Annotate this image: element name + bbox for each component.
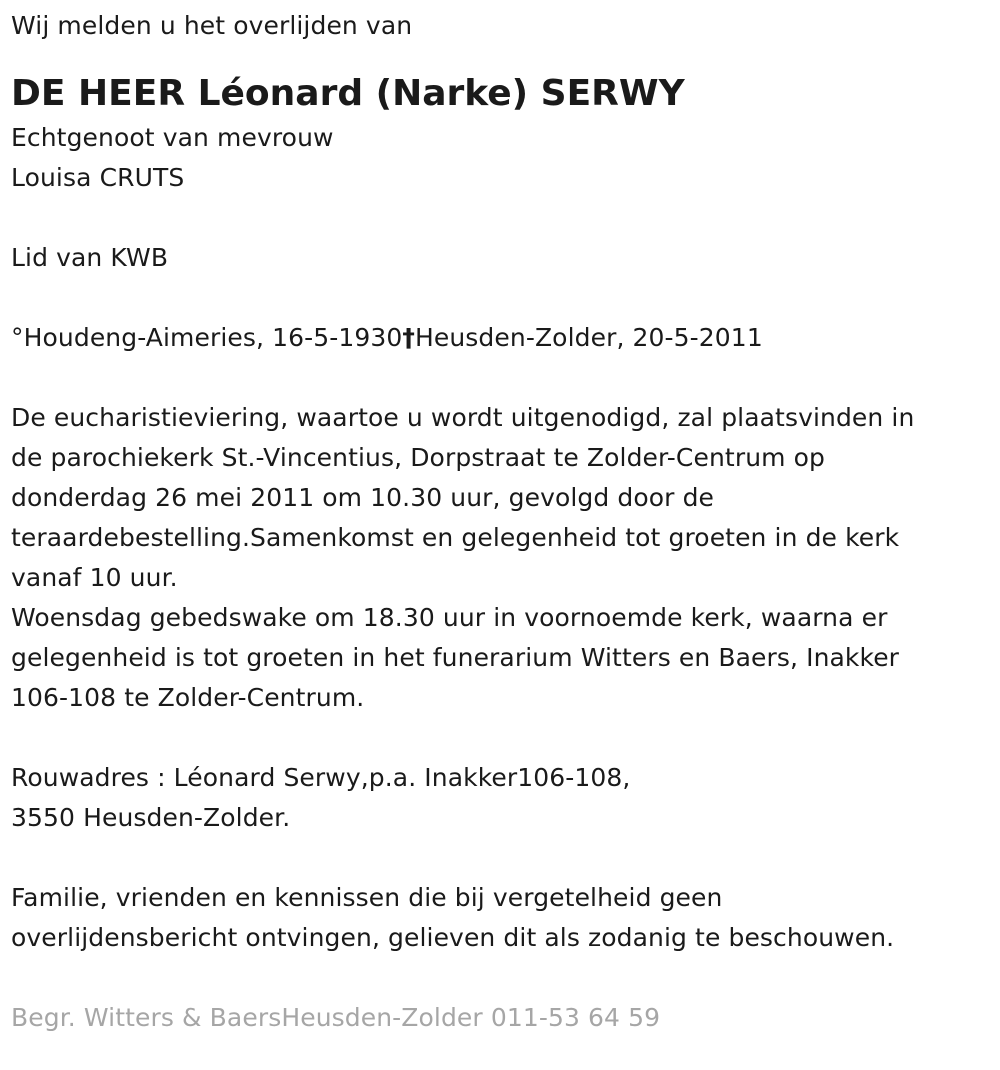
funeral-home-footer: Begr. Witters & BaersHeusden-Zolder 011-53 64 59 [11, 1003, 661, 1032]
birth-info: Houdeng-Aimeries, 16-5-1930 [23, 323, 403, 352]
spacer [11, 198, 1000, 238]
spouse-line-2: Louisa CRUTS [11, 163, 185, 192]
mourning-address-line-2: 3550 Heusden-Zolder. [11, 803, 291, 832]
service-line: gelegenheid is tot groeten in het funerarium Witters en Baers, Inakker [11, 643, 900, 672]
intro-text: Wij melden u het overlijden van [11, 11, 413, 40]
spacer [11, 718, 1000, 758]
birth-symbol: ° [11, 323, 24, 352]
closing-line-2: overlijdensbericht ontvingen, gelieven dit als zodanig te beschouwen. [11, 923, 895, 952]
service-line: 106-108 te Zolder-Centrum. [11, 683, 365, 712]
membership-text: Lid van KWB [11, 243, 169, 272]
service-line: teraardebestelling.Samenkomst en gelegenheid tot groeten in de kerk [11, 523, 900, 552]
spacer [11, 838, 1000, 878]
service-line: De eucharistieviering, waartoe u wordt uitgenodigd, zal plaatsvinden in [11, 403, 915, 432]
service-line: Woensdag gebedswake om 18.30 uur in voornoemde kerk, waarna er [11, 603, 888, 632]
mourning-address-line-1: Rouwadres : Léonard Serwy,p.a. Inakker106-108, [11, 763, 631, 792]
deceased-name: DE HEER Léonard (Narke) SERWY [11, 73, 685, 114]
service-line: donderdag 26 mei 2011 om 10.30 uur, gevolgd door de [11, 483, 715, 512]
spacer [11, 958, 1000, 998]
death-info: Heusden-Zolder, 20-5-2011 [414, 323, 763, 352]
service-line: de parochiekerk St.-Vincentius, Dorpstraat te Zolder-Centrum op [11, 443, 826, 472]
closing-line-1: Familie, vrienden en kennissen die bij vergetelheid geen [11, 883, 723, 912]
service-paragraph [11, 398, 1000, 718]
service-line: vanaf 10 uur. [11, 563, 178, 592]
spacer [11, 358, 1000, 398]
birth-death-line [11, 318, 1000, 358]
death-cross-icon: † [402, 323, 415, 352]
spacer [11, 278, 1000, 318]
spouse-line-1: Echtgenoot van mevrouw [11, 123, 334, 152]
